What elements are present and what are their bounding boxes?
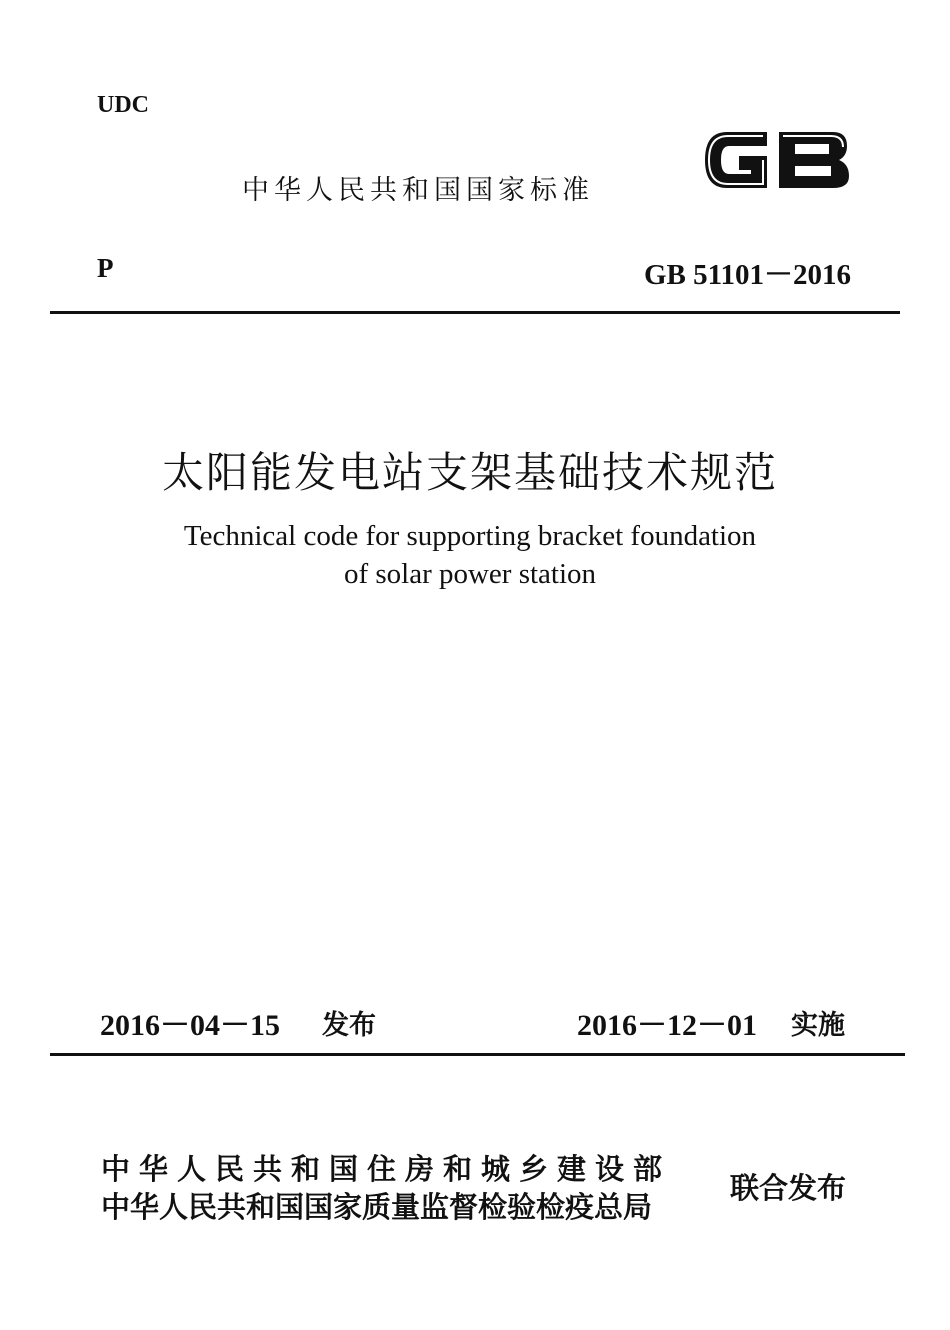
title-chinese: 太阳能发电站支架基础技术规范: [161, 448, 778, 497]
classification-code: P: [97, 253, 114, 283]
bottom-divider: [50, 1053, 905, 1056]
publisher-line1: 中华人民共和国住房和城乡建设部: [101, 1152, 672, 1186]
issue-date: 2016－04－15: [100, 1009, 280, 1042]
national-standard-heading: 中华人民共和国国家标准: [242, 175, 594, 206]
title-english-line2: of solar power station: [343, 558, 597, 590]
top-divider: [50, 311, 900, 314]
publisher-line2: 中华人民共和国国家质量监督检验检疫总局: [101, 1190, 653, 1224]
joint-publication-label: 联合发布: [730, 1171, 847, 1205]
effective-label: 实施: [791, 1010, 845, 1041]
title-english-line1: Technical code for supporting bracket foundation: [183, 520, 757, 552]
udc-label: UDC: [97, 92, 149, 118]
issue-label: 发布: [322, 1010, 376, 1041]
gb-logo: [697, 120, 853, 200]
standard-number: GB 51101－2016: [643, 259, 851, 291]
effective-date: 2016－12－01: [577, 1009, 757, 1042]
